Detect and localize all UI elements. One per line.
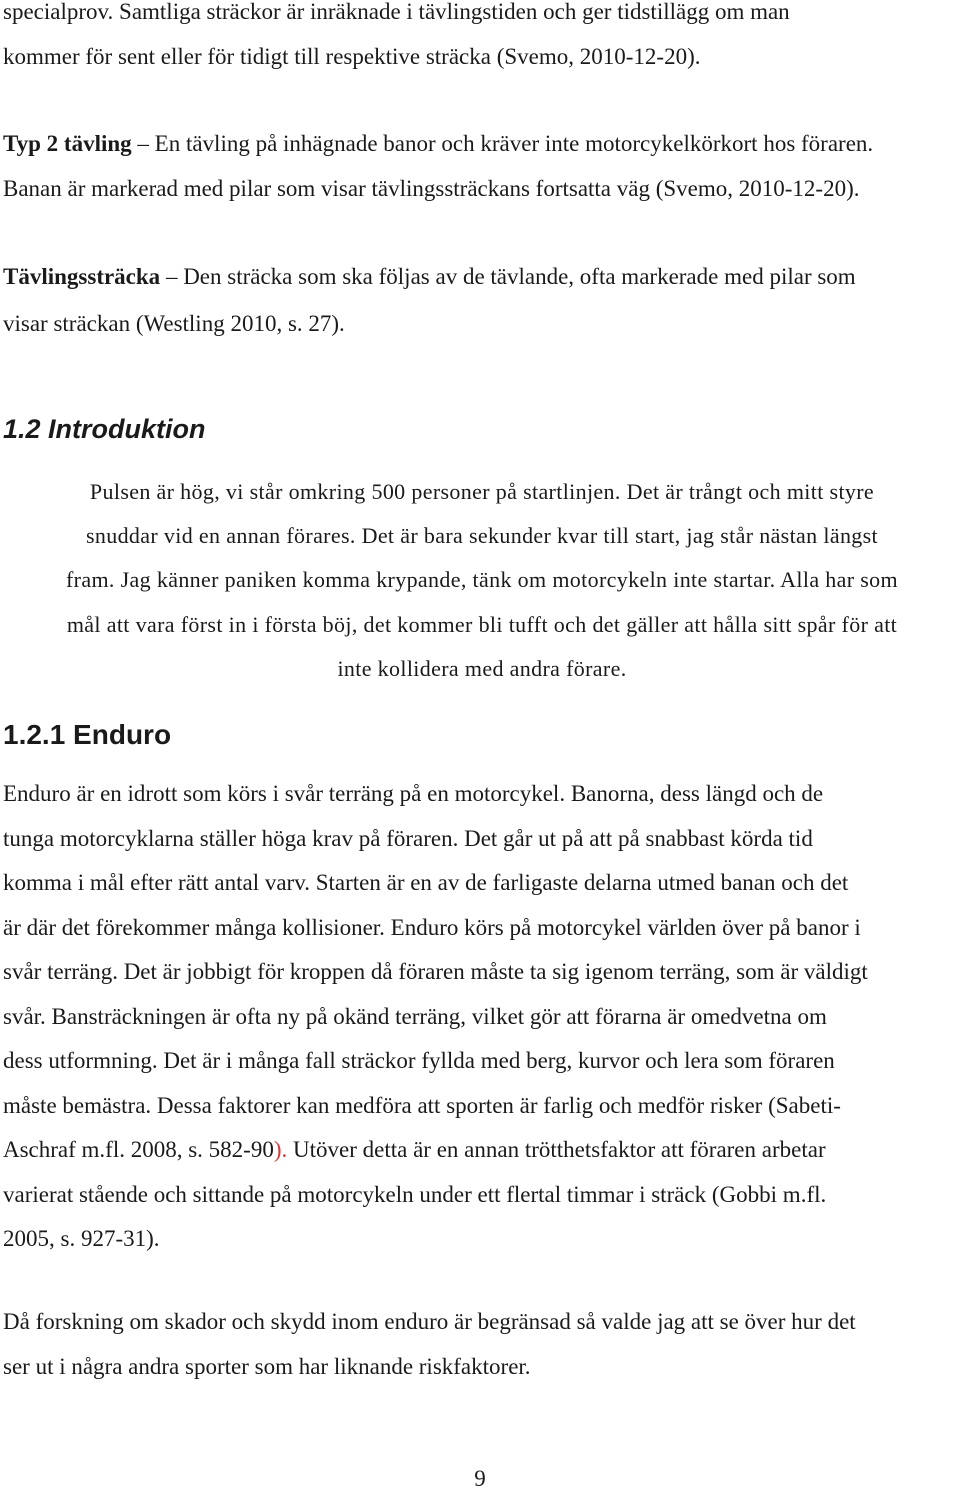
text-line — [3, 253, 957, 300]
text-line: Enduro är en idrott som körs i svår terräng på en motorcykel. Banorna, dess längd och de — [3, 781, 824, 806]
quote-line: inte kollidera med andra förare. — [337, 655, 627, 681]
subsection-heading: 1.2.1 Enduro — [3, 719, 172, 750]
text-line: Då forskning om skador och skydd inom enduro är begränsad så valde jag att se över hur det — [3, 1309, 856, 1334]
reference-text: Aschraf m.fl. 2008, s. 582-90 — [3, 1137, 274, 1162]
text-line: Banan är markerad med pilar som visar tävlingssträckans fortsatta väg (Svemo, 2010-12-20). — [3, 175, 860, 201]
typ2-definition — [3, 122, 957, 211]
text-line: måste bemästra. Dessa faktorer kan medföra att sporten är farlig och medför risker (Sabeti- — [3, 1092, 841, 1118]
text-line: kommer för sent eller för tidigt till respektive sträcka (Svemo, 2010-12-20). — [3, 43, 701, 69]
enduro-paragraph — [3, 772, 957, 1262]
text-line: 2005, s. 927-31). — [3, 1226, 160, 1251]
text-line: svår terräng. Det är jobbigt för kroppen då föraren måste ta sig igenom terräng, som är väldigt — [3, 959, 868, 984]
text-segment: Utöver detta är en annan trötthetsfaktor att föraren arbetar — [287, 1137, 826, 1162]
quote-line: mål att vara först in i första böj, det kommer bli tufft och det gäller att hålla sitt spår för att — [66, 611, 898, 637]
text-line: visar sträckan (Westling 2010, s. 27). — [3, 311, 345, 336]
top-paragraph — [3, 0, 957, 79]
text-line: svår. Bansträckningen är ofta ny på okänd terräng, vilket gör att förarna är omedvetna om — [3, 1003, 827, 1029]
text-line — [3, 122, 957, 167]
highlighted-punctuation: ). — [273, 1137, 288, 1162]
text-line: ser ut i några andra sporter som har liknande riskfaktorer. — [3, 1353, 531, 1379]
definition-dash: – — [160, 264, 184, 289]
definition-text: En tävling på inhägnade banor och kräver inte motorcykelkörkort hos föraren. — [154, 131, 874, 156]
definition-term: Typ 2 tävling — [3, 131, 132, 156]
text-line: är där det förekommer många kollisioner. Enduro körs på motorcykel världen över på banor i — [3, 914, 861, 940]
text-line: tunga motorcyklarna ställer höga krav på föraren. Det går ut på att på snabbast körda tid — [3, 825, 813, 851]
text-line: komma i mål efter rätt antal varv. Starten är en av de farligaste delarna utmed banan och det — [3, 870, 849, 895]
page-number: 9 — [474, 1466, 486, 1491]
closing-paragraph — [3, 1300, 957, 1389]
quote-line: Pulsen är hög, vi står omkring 500 personer på startlinjen. Det är trångt och mitt styre — [89, 479, 875, 504]
text-line: varierat stående och sittande på motorcykeln under ett flertal timmar i sträck (Gobbi m.fl. — [3, 1181, 827, 1207]
text-line: dess utformning. Det är i många fall sträckor fyllda med berg, kurvor och lera som föraren — [3, 1048, 835, 1073]
definition-text: Den sträcka som ska följas av de tävlande, ofta markerade med pilar som — [183, 264, 856, 289]
quote-line: fram. Jag känner paniken komma krypande, tänk om motorcykeln inte startar. Alla har som — [66, 567, 898, 593]
text-line: specialprov. Samtliga sträckor är inräknade i tävlingstiden och ger tidstillägg om man — [3, 0, 790, 24]
tavlingsstracka-definition — [3, 253, 957, 347]
intro-quote — [12, 470, 952, 691]
definition-dash: – — [131, 131, 155, 156]
text-line — [3, 1128, 957, 1173]
definition-term: Tävlingssträcka — [3, 264, 161, 289]
section-heading: 1.2 Introduktion — [3, 414, 206, 444]
quote-line: snuddar vid en annan förares. Det är bara sekunder kvar till start, jag står nästan längst — [85, 523, 879, 549]
